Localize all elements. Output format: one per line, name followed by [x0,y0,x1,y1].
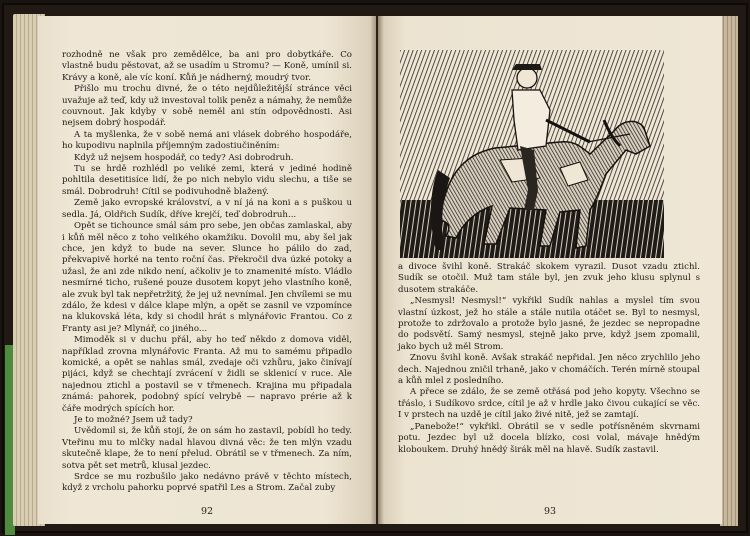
paragraph: Když už nejsem hospodář, co tedy? Asi dobrodruh. [74,152,294,163]
page-number-left: 92 [200,506,214,517]
paragraph: Tu se hrdě rozhlédl po veliké zemi, která v jediné hodině pohltila desetitisíce lidí, že po nich nebylo vidu slechu, a tiše se smál. Dobrodruh! Cítil se podivuhodně blažený. [62,164,352,197]
right-page [378,16,722,524]
left-page [38,16,376,524]
book-gutter [370,16,384,524]
page-number-right: 93 [543,506,557,517]
paragraph: A přece se zdálo, že se země otřásá pod jeho kopyty. Všechno se třáslo, i Sudíkovo srdce, cítil je až v hrdle jako čivou cukající se věc. I v prstech na uzdě je cítil jako živé nitě, jež se zamtají. [398,387,700,421]
woodcut-drawing [400,50,664,258]
paragraph: „Panebože!“ vykřikl. Obrátil se v sedle potřísněném skvrnami potu. Jezdec byl už docela blízko, cosi volal, mávaje hnědým kloboukem. Druhý hnědý širák měl na hlavě. Sudík zastavil. [398,421,700,455]
paragraph: a divoce švihl koně. Strakáč skokem vyrazil. Dusot vzadu ztichl. Sudík se otočil. Muž tam stále byl, jen zvuk jeho klusu splynul s dusotem strakáče. [398,262,700,295]
paragraph: „Nesmysl! Nesmysl!“ vykřikl Sudík nahlas a myslel tím svou vlastní úzkost, jež ho stále a stále nutila otáčet se. Byl to nesmysl, protože to zdržovalo a protože bylo jasné, že jezdec se nepropadne do podsvětí. Samý nesmysl, stejně jako prve, když jsem zpomalil, jako bych už měl Strom. [398,296,700,352]
paragraph: Srdce se mu rozbušilo jako nedávno právě v těchto místech, když z vrcholu pahorku poprvé spatřil Les a Strom. Začal zuby [62,472,352,494]
paragraph: A ta myšlenka, že v sobě nemá ani vlásek dobrého hospodáře, ho kupodivu naplnila příjemným zadostiučiněním: [62,129,352,152]
paragraph: Opět se tichounce smál sám pro sebe, jen občas zamlaskal, aby i kůň měl něco z toho velikého okamžiku. Dovolil mu, aby šel jak chce, jen když to bude na sever. Slunce ho pálilo do zad, překvapivě horké na tento roční čas. Překročil dva úzké potoky a užasl, že ani zde nikdo není, ačkoliv je to znamenité místo. Vládlo nesmírné ticho, rušené pouze dusotem kopyt jeho vlastního koně, ale zvuk byl tak nepřetržitý, že jej už nevnímal. Jen chvílemi se mu zdálo, že kdesi v dálce klape mlýn, a opět se zasnil ve vzpomínce na klukovská léta, kdy si chodil hrát s mlynářovic Frantou. Co z Franty asi je? Mlynář, co jiného... [62,221,352,334]
right-page-text [398,262,700,456]
rider-on-horse-illustration [400,50,664,258]
paragraph: Uvědomil si, že kůň stojí, že on sám ho zastavil, pobídl ho tedy. Vteřinu mu to mlčky nadal hlavou divná věc: že ten mlýn vzadu skutečně klape, že to není přelud. Obrátil se v třmenech. Za ním, sotva pět set metrů, klusal jezdec. [62,426,352,471]
paragraph: Země jako evropské království, a v ní já na koni a s puškou u sedla. Já, Oldřich Sudík, dříve krejčí, teď dobrodruh... [62,198,352,220]
paragraph: Je to možné? Jsem už tady? [74,415,193,425]
paragraph: Znovu švihl koně. Avšak strakáč nepřidal. Jen něco zrychlilo jeho dech. Najednou zničil trhaně, jako v chomáčích. Terén mírně stoupal a kůň mlel z posledního. [398,353,700,387]
paragraph: Přišlo mu trochu divné, že o této nejdůležitější stránce věci uvažuje až teď, kdy už investoval tolik peněz a námahy, že nemůže couvnout. Jak kdyby v sobě neměl ani stín odpovědnosti. Asi nejsem dobrý hospodář. [62,84,352,129]
page-edges-right [720,16,738,526]
paragraph: rozhodně ne však pro zemědělce, ba ani pro dobytkáře. Co vlastně budu pěstovat, až se usadím u Stromu? — Koně, umínil si. Krávy a koně, ale víc koní. Kůň je nádherný, moudrý tvor. [62,50,352,83]
paragraph: Mimoděk si v duchu přál, aby ho teď někdo z domova viděl, například zrovna mlynářovic Franta. Až mu to samému připadlo komické, a opět se nahlas smál, zvedaje oči vzhůru, jako činívají pijáci, když se chechtají zvrácení v židli se sklenicí v ruce. Ale najednou ztichl a postavil se v třmenech. Krajina mu připadala známá: pahorek, podobný spící velrybě — napravo prérie až k čáře modrých spících hor. [62,335,352,414]
left-page-text [62,50,352,495]
